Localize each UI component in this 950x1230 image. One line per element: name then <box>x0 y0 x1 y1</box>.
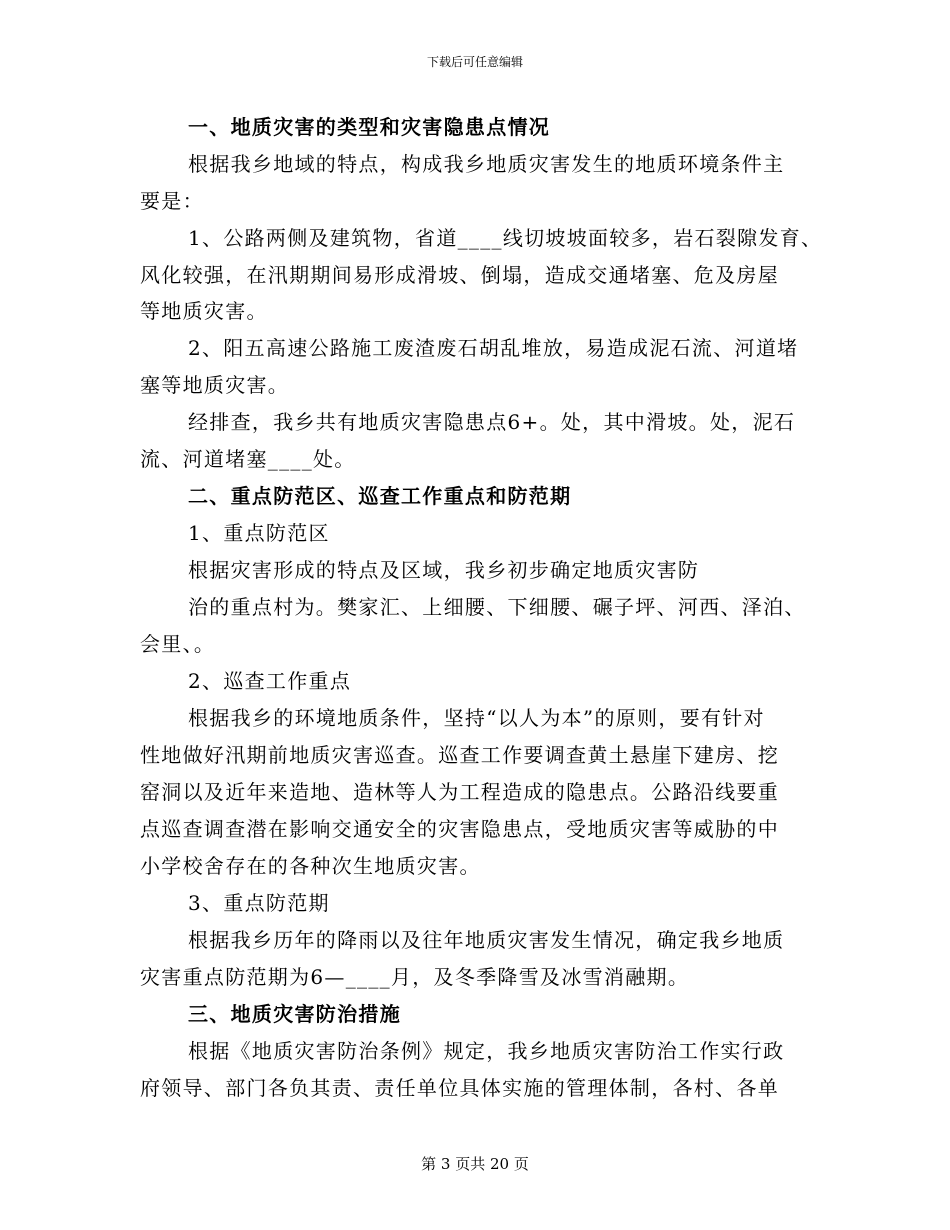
section-heading-1: 一、地质灾害的类型和灾害隐患点情况 <box>188 115 551 139</box>
body-line: 经排查，我乡共有地质灾害隐患点6+。处，其中滑坡。处，泥石 <box>188 410 796 434</box>
body-line: 点巡查调查潜在影响交通安全的灾害隐患点，受地质灾害等威胁的中 <box>140 817 779 841</box>
subheading: 1、重点防范区 <box>188 521 330 545</box>
body-line: 根据我乡地域的特点，构成我乡地质灾害发生的地质环境条件主 <box>188 152 785 176</box>
body-line: 灾害重点防范期为6—____月，及冬季降雪及冰雪消融期。 <box>140 965 690 989</box>
page-header: 下载后可任意编辑 <box>426 55 523 69</box>
body-line: 流、河道堵塞____处。 <box>140 447 356 471</box>
body-line: 1、公路两侧及建筑物，省道____线切坡坡面较多，岩石裂隙发育、 <box>188 226 823 250</box>
body-line: 小学校舍存在的各种次生地质灾害。 <box>140 854 481 878</box>
body-line: 要是： <box>140 189 204 213</box>
body-line: 塞等地质灾害。 <box>140 373 290 397</box>
body-line: 根据《地质灾害防治条例》规定，我乡地质灾害防治工作实行政 <box>188 1039 785 1063</box>
section-heading-2: 二、重点防范区、巡查工作重点和防范期 <box>188 484 572 508</box>
body-line: 会里、。 <box>140 632 216 656</box>
body-line: 风化较强，在汛期期间易形成滑坡、倒塌，造成交通堵塞、危及房屋 <box>140 263 779 287</box>
body-line: 等地质灾害。 <box>140 299 268 323</box>
body-line: 府领导、部门各负其责、责任单位具体实施的管理体制，各村、各单 <box>140 1076 779 1100</box>
body-line: 窑洞以及近年来造地、造林等人为工程造成的隐患点。公路沿线要重 <box>140 780 779 804</box>
body-line: 治的重点村为。樊家汇、上细腰、下细腰、碾子坪、河西、泽泊、 <box>188 595 806 619</box>
body-line: 2、阳五高速公路施工废渣废石胡乱堆放，易造成泥石流、河道堵 <box>188 336 799 360</box>
section-heading-3: 三、地质灾害防治措施 <box>188 1002 401 1026</box>
body-line: 根据灾害形成的特点及区域，我乡初步确定地质灾害防 <box>188 558 700 582</box>
body-line: 性地做好汛期前地质灾害巡查。巡查工作要调查黄土悬崖下建房、挖 <box>140 743 779 767</box>
page-footer: 第 3 页共 20 页 <box>421 1155 529 1173</box>
body-line: 根据我乡的环境地质条件，坚持“以人为本”的原则，要有针对 <box>188 706 765 730</box>
subheading: 2、巡查工作重点 <box>188 669 352 693</box>
body-line: 根据我乡历年的降雨以及往年地质灾害发生情况，确定我乡地质 <box>188 928 785 952</box>
subheading: 3、重点防范期 <box>188 891 330 915</box>
